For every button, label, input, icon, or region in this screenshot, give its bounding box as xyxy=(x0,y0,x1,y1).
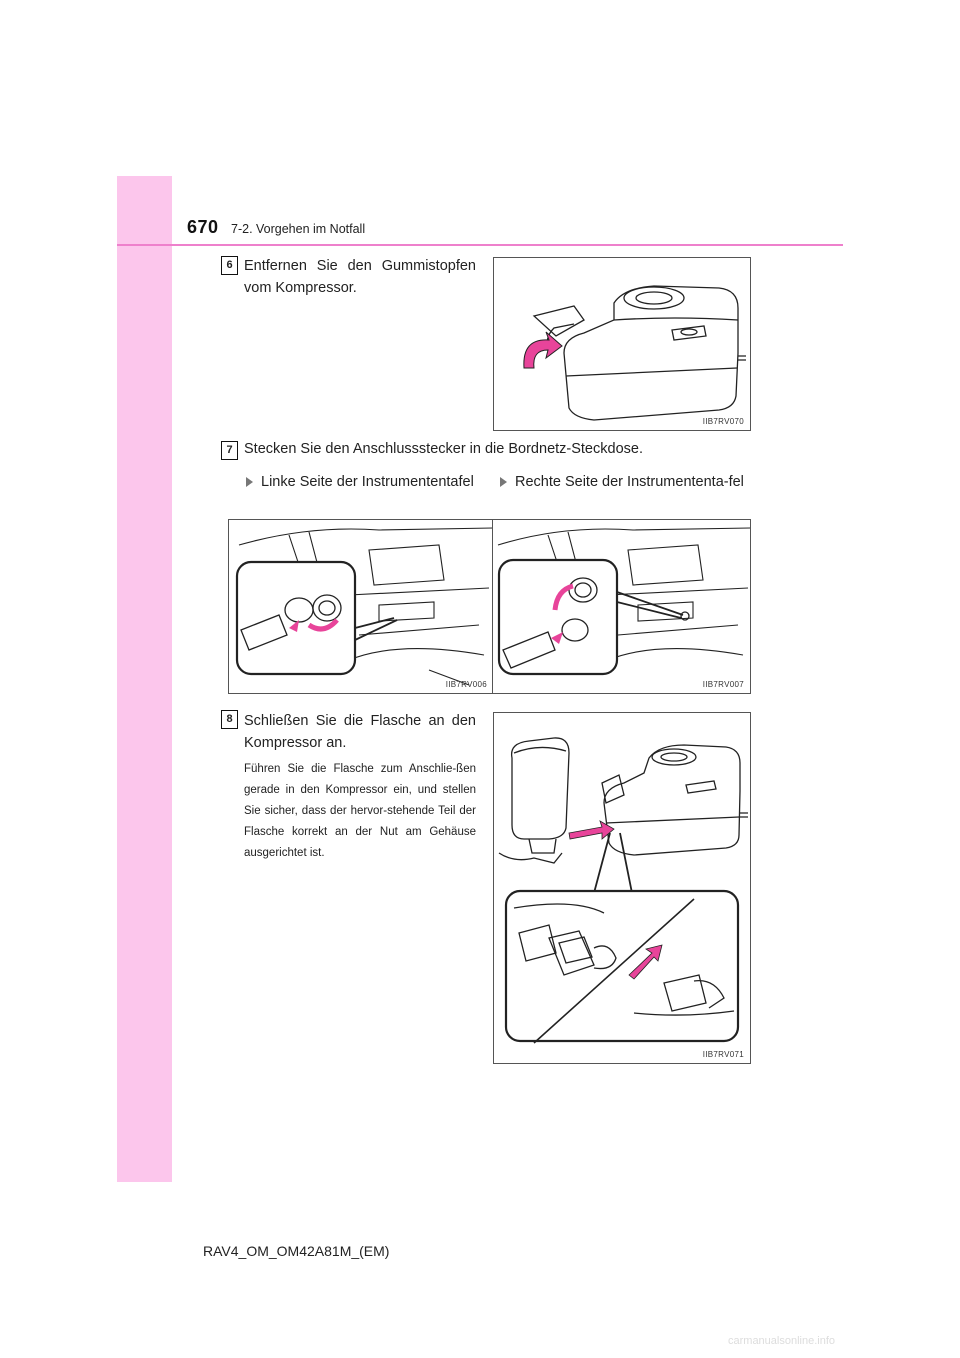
step-badge-6: 6 xyxy=(221,256,238,275)
figure-right-socket xyxy=(492,519,751,694)
figure-bottle-connection xyxy=(493,712,751,1064)
document-code: RAV4_OM_OM42A81M_(EM) xyxy=(203,1243,390,1259)
compressor-illustration xyxy=(494,258,750,430)
step-7-text: Stecken Sie den Anschlussstecker in die Bordnetz-Steckdose. xyxy=(244,441,643,457)
bullet-triangle-icon xyxy=(500,477,507,487)
step-badge-8: 8 xyxy=(221,710,238,729)
left-socket-illustration xyxy=(229,520,493,693)
figure-left-socket xyxy=(228,519,494,694)
step-6-text: Entfernen Sie den Gummistopfen vom Kompressor. xyxy=(244,258,476,296)
figure-compressor-cap xyxy=(493,257,751,431)
figure-code: IIB7RV006 xyxy=(445,680,487,689)
option-left-side xyxy=(246,471,486,493)
figure-code: IIB7RV071 xyxy=(702,1050,744,1059)
option-label: Rechte Seite der Instrumententa-fel xyxy=(515,474,744,490)
step-8-text: Schließen Sie die Flasche an den Kompressor an. xyxy=(244,713,476,751)
right-socket-illustration xyxy=(493,520,750,693)
page-number: 670 xyxy=(187,217,219,237)
section-title: 7-2. Vorgehen im Notfall xyxy=(231,222,366,236)
side-color-band xyxy=(117,176,172,1182)
bottle-connection-illustration xyxy=(494,713,750,1063)
step-badge-7: 7 xyxy=(221,441,238,460)
header-rule xyxy=(117,244,843,246)
option-label: Linke Seite der Instrumententafel xyxy=(261,474,474,490)
step-8-note: Führen Sie die Flasche zum Anschlie-ßen gerade in den Kompressor ein, und stellen Sie sicher, dass der hervor-stehende Teil der Flasche korrekt an der Nut am Gehäuse ausgerichtet ist. xyxy=(244,763,476,859)
watermark: carmanualsonline.info xyxy=(728,1335,836,1347)
option-right-side xyxy=(500,471,770,493)
bullet-triangle-icon xyxy=(246,477,253,487)
figure-code: IIB7RV070 xyxy=(702,417,744,426)
figure-code: IIB7RV007 xyxy=(702,680,744,689)
